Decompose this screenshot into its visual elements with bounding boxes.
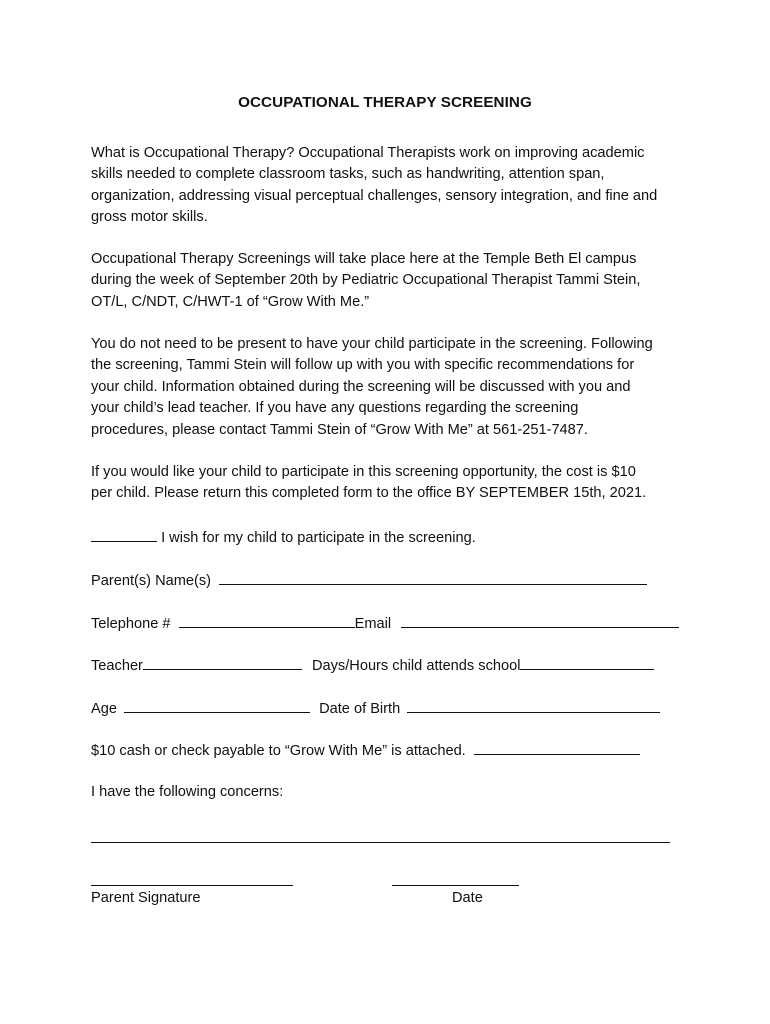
concerns-label: I have the following concerns: xyxy=(91,784,284,800)
schedule-paragraph xyxy=(91,249,691,313)
signature-label: Parent Signature xyxy=(91,890,201,906)
followup-line: the screening, Tammi Stein will follow up with you with specific recommendations for xyxy=(91,357,635,374)
concerns-field[interactable] xyxy=(91,842,670,843)
intro-paragraph xyxy=(91,143,691,229)
telephone-field[interactable] xyxy=(179,613,355,628)
parent-names-label: Parent(s) Name(s) xyxy=(91,573,212,589)
concerns-row xyxy=(91,784,283,804)
dob-label: Date of Birth xyxy=(319,701,401,717)
schedule-line: OT/L, C/NDT, C/HWT-1 of “Grow With Me.” xyxy=(91,293,370,310)
participate-row xyxy=(91,527,476,547)
schedule-line: Occupational Therapy Screenings will take place here at the Temple Beth El campus xyxy=(91,251,637,267)
payment-text: $10 cash or check payable to “Grow With Me” is attached. xyxy=(91,743,466,759)
date-line[interactable] xyxy=(392,885,519,886)
cost-paragraph xyxy=(91,462,691,505)
date-label: Date xyxy=(452,890,483,906)
intro-line: gross motor skills. xyxy=(91,209,208,226)
teacher-label: Teacher xyxy=(91,658,143,674)
teacher-field[interactable] xyxy=(143,655,302,670)
payment-confirm-field[interactable] xyxy=(474,740,640,755)
page-title: OCCUPATIONAL THERAPY SCREENING xyxy=(238,94,532,111)
age-field[interactable] xyxy=(124,698,310,713)
signature-line[interactable] xyxy=(91,885,293,886)
payment-row xyxy=(91,740,640,760)
email-field[interactable] xyxy=(401,613,679,628)
followup-paragraph xyxy=(91,334,691,441)
followup-line: your child. Information obtained during the screening will be discussed with you and xyxy=(91,378,631,395)
email-label: Email xyxy=(354,616,392,632)
telephone-email-row xyxy=(91,613,679,633)
days-hours-field[interactable] xyxy=(520,655,654,670)
parent-names-field[interactable] xyxy=(219,570,647,585)
followup-line: your child’s lead teacher. If you have any questions regarding the screening xyxy=(91,400,579,417)
intro-line: organization, addressing visual perceptual challenges, sensory integration, and fine and xyxy=(91,187,658,204)
dob-field[interactable] xyxy=(407,698,660,713)
teacher-days-row xyxy=(91,655,654,675)
age-label: Age xyxy=(91,701,117,717)
schedule-line: during the week of September 20th by Pediatric Occupational Therapist Tammi Stein, xyxy=(91,272,641,289)
days-hours-label: Days/Hours child attends school xyxy=(311,658,521,674)
age-dob-row xyxy=(91,698,660,718)
participate-text: I wish for my child to participate in the screening. xyxy=(161,530,476,546)
cost-line: per child. Please return this completed form to the office BY SEPTEMBER 15th, 2021. xyxy=(91,485,647,502)
intro-line: skills needed to complete classroom tasks, such as handwriting, attention span, xyxy=(91,166,605,183)
parent-names-row xyxy=(91,570,647,590)
cost-line: If you would like your child to participate in this screening opportunity, the cost is $10 xyxy=(91,464,636,480)
telephone-label: Telephone # xyxy=(91,616,171,632)
followup-line: You do not need to be present to have your child participate in the screening. Following xyxy=(91,336,653,352)
intro-line: What is Occupational Therapy? Occupational Therapists work on improving academic xyxy=(91,145,645,161)
participate-initials-field[interactable] xyxy=(91,527,157,542)
followup-line: procedures, please contact Tammi Stein of “Grow With Me” at 561-251-7487. xyxy=(91,421,588,438)
